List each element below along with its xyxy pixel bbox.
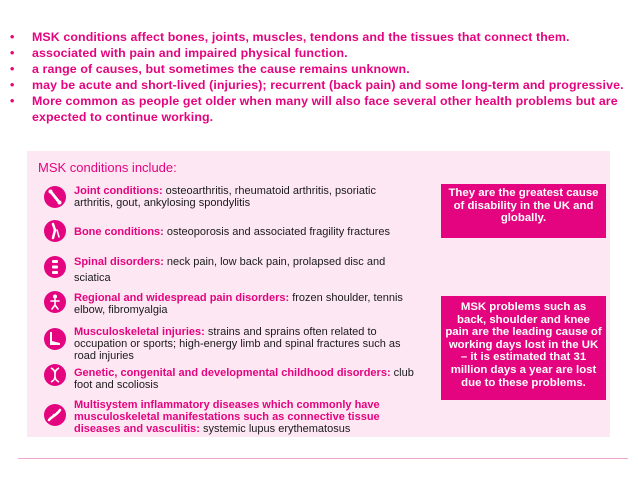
- bullet-item: • More common as people get older when many will also face several other health problems but are expected to continue working.: [10, 94, 618, 124]
- dna-icon: [44, 364, 66, 386]
- condition-name: Regional and widespread pain disorders:: [74, 292, 290, 304]
- foot-injury-icon: [44, 328, 66, 350]
- condition-name: Genetic, congenital and developmental childhood disorders:: [74, 367, 391, 379]
- bullet-item: • MSK conditions affect bones, joints, muscles, tendons and the tissues that connect them.: [10, 30, 570, 44]
- disability-callout: They are the greatest cause of disability in the UK and globally.: [441, 184, 606, 238]
- bullet-text: associated with pain and impaired physical function.: [32, 46, 348, 60]
- condition-bone: [74, 226, 434, 238]
- condition-joint: [74, 185, 394, 209]
- condition-desc: strains and sprains often related to occupation or sports; high-energy limb and spinal fractures such as road injuries: [74, 326, 401, 362]
- bone-joint-icon: [44, 186, 66, 208]
- condition-genetic: [74, 367, 424, 391]
- condition-name: Bone conditions:: [74, 226, 164, 238]
- condition-desc: neck pain, low back pain, prolapsed disc and sciatica: [74, 256, 386, 284]
- bullet-item: • may be acute and short-lived (injuries); recurrent (back pain) and some long-term and progressive.: [10, 78, 624, 92]
- divider: [18, 458, 628, 459]
- bullet-text: a range of causes, but sometimes the cause remains unknown.: [32, 62, 410, 76]
- condition-name: Joint conditions:: [74, 185, 163, 197]
- bullet-list: [8, 29, 634, 125]
- condition-desc: systemic lupus erythematosus: [199, 423, 351, 435]
- condition-desc: frozen shoulder, tennis elbow, fibromyalgia: [74, 292, 403, 316]
- pain-figure-icon: [44, 291, 66, 313]
- condition-regional-pain: [74, 292, 414, 316]
- condition-desc: club foot and scoliosis: [74, 367, 414, 391]
- bullet-text: More common as people get older when many will also face several other health problems but are expected to continue working.: [32, 94, 618, 124]
- bullet-text: may be acute and short-lived (injuries); recurrent (back pain) and some long-term and progressive.: [32, 78, 624, 92]
- condition-name: Musculoskeletal injuries:: [74, 326, 205, 338]
- blood-vessel-icon: [44, 404, 66, 426]
- working-days-callout: MSK problems such as back, shoulder and knee pain are the leading cause of working days lost in the UK – it is estimated that 31 million days a year are lost due to these problems.: [441, 296, 606, 400]
- bullet-item: • associated with pain and impaired physical function.: [10, 46, 348, 60]
- condition-name: Spinal disorders:: [74, 256, 164, 268]
- knee-joint-icon: [44, 220, 66, 242]
- condition-injuries: [74, 326, 424, 362]
- condition-desc: osteoarthritis, rheumatoid arthritis, psoriatic arthritis, gout, ankylosing spondylitis: [74, 185, 376, 209]
- panel-title: MSK conditions include:: [38, 160, 177, 175]
- bullet-item: • a range of causes, but sometimes the cause remains unknown.: [10, 62, 410, 76]
- condition-name: Multisystem inflammatory diseases which commonly have musculoskeletal manifestations such as connective tissue diseases and vasculitis:: [74, 399, 380, 435]
- spine-icon: [44, 256, 66, 278]
- bullet-text: MSK conditions affect bones, joints, muscles, tendons and the tissues that connect them.: [32, 30, 570, 44]
- condition-spinal: [74, 254, 404, 286]
- condition-multisystem: [74, 399, 419, 435]
- condition-desc: osteoporosis and associated fragility fractures: [163, 226, 391, 238]
